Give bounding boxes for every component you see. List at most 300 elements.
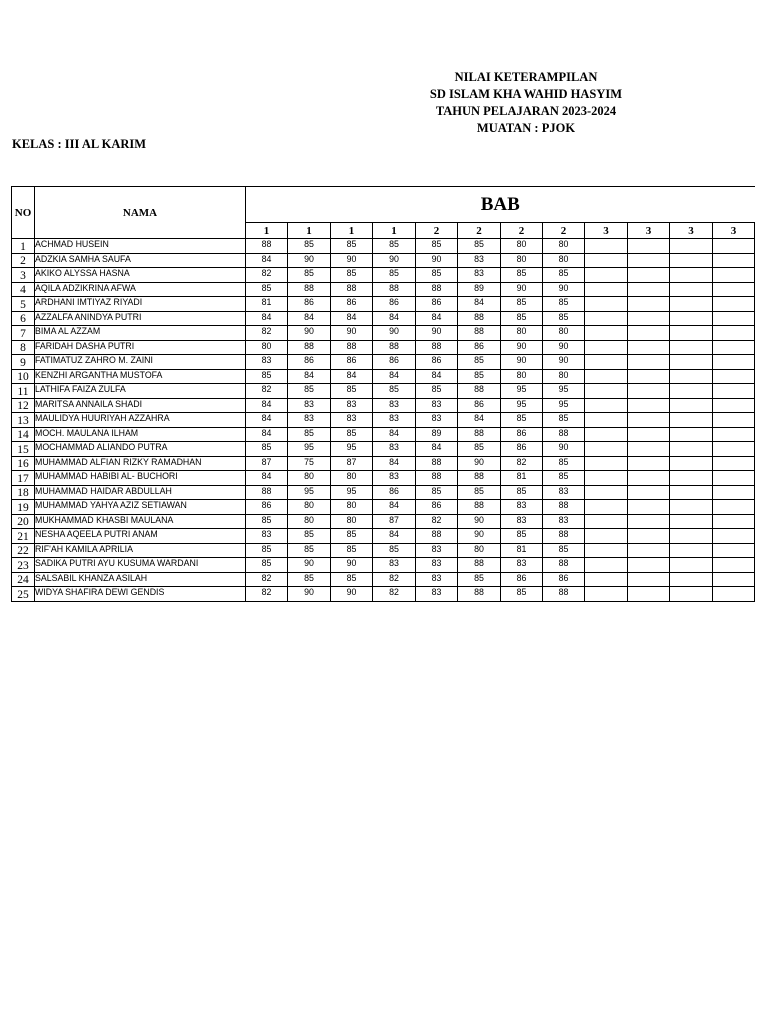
score-cell [628, 500, 670, 515]
score-cell: 83 [543, 514, 585, 529]
score-cell: 90 [501, 355, 543, 370]
score-cell: 86 [373, 485, 416, 500]
score-cell [628, 384, 670, 399]
score-cell: 86 [331, 355, 373, 370]
score-cell: 85 [373, 239, 416, 254]
score-cell: 88 [331, 282, 373, 297]
grades-table [11, 186, 755, 602]
score-cell [585, 355, 628, 370]
score-cell [713, 413, 755, 428]
score-cell [628, 297, 670, 312]
score-cell: 90 [331, 326, 373, 341]
student-name: MUHAMMAD ALFIAN RIZKY RAMADHAN [35, 456, 246, 471]
score-cell [628, 485, 670, 500]
score-cell [628, 587, 670, 602]
student-name: FARIDAH DASHA PUTRI [35, 340, 246, 355]
row-number: 15 [12, 442, 35, 457]
score-cell [713, 311, 755, 326]
score-cell: 84 [246, 413, 288, 428]
score-cell [670, 282, 713, 297]
row-number: 8 [12, 340, 35, 355]
score-cell: 80 [501, 239, 543, 254]
sub-header-cell: 1 [288, 223, 331, 239]
score-cell: 88 [416, 456, 458, 471]
score-cell [670, 572, 713, 587]
sub-header-cell: 3 [670, 223, 713, 239]
student-name: MUHAMMAD HABIBI AL- BUCHORI [35, 471, 246, 486]
score-cell: 84 [373, 311, 416, 326]
score-cell [713, 340, 755, 355]
score-cell [713, 471, 755, 486]
score-cell: 95 [543, 384, 585, 399]
score-cell: 86 [458, 398, 501, 413]
table-row [12, 456, 755, 471]
row-number: 21 [12, 529, 35, 544]
score-cell: 85 [331, 268, 373, 283]
score-cell: 84 [416, 442, 458, 457]
row-number: 17 [12, 471, 35, 486]
score-cell: 82 [416, 514, 458, 529]
score-cell: 80 [501, 369, 543, 384]
score-cell [670, 311, 713, 326]
row-number: 13 [12, 413, 35, 428]
score-cell: 85 [373, 384, 416, 399]
score-cell [670, 297, 713, 312]
score-cell [585, 485, 628, 500]
score-cell: 85 [458, 239, 501, 254]
score-cell: 85 [246, 369, 288, 384]
score-cell: 90 [543, 355, 585, 370]
student-name: ARDHANI IMTIYAZ RIYADI [35, 297, 246, 312]
score-cell [628, 572, 670, 587]
student-name: MUHAMMAD YAHYA AZIZ SETIAWAN [35, 500, 246, 515]
score-cell: 88 [543, 587, 585, 602]
row-number: 10 [12, 369, 35, 384]
score-cell: 90 [416, 253, 458, 268]
score-cell [628, 282, 670, 297]
score-cell: 86 [543, 572, 585, 587]
score-cell [585, 311, 628, 326]
score-cell [585, 427, 628, 442]
score-cell: 81 [501, 471, 543, 486]
score-cell: 85 [543, 413, 585, 428]
score-cell: 84 [373, 369, 416, 384]
score-cell: 85 [416, 384, 458, 399]
score-cell: 85 [543, 456, 585, 471]
score-cell: 84 [416, 369, 458, 384]
score-cell [585, 543, 628, 558]
score-cell: 83 [373, 471, 416, 486]
score-cell [585, 398, 628, 413]
score-cell: 89 [416, 427, 458, 442]
score-cell [585, 297, 628, 312]
score-cell: 85 [416, 485, 458, 500]
score-cell: 83 [501, 558, 543, 573]
score-cell [713, 326, 755, 341]
score-cell [670, 442, 713, 457]
score-cell: 88 [458, 471, 501, 486]
score-cell: 86 [288, 297, 331, 312]
score-cell: 80 [543, 253, 585, 268]
score-cell: 83 [458, 268, 501, 283]
score-cell: 84 [246, 471, 288, 486]
score-cell [713, 456, 755, 471]
score-cell: 85 [288, 384, 331, 399]
score-cell: 82 [246, 268, 288, 283]
score-cell: 84 [246, 398, 288, 413]
score-cell: 90 [543, 340, 585, 355]
row-number: 2 [12, 253, 35, 268]
score-cell: 85 [246, 514, 288, 529]
score-cell: 85 [288, 427, 331, 442]
sub-header-cell: 2 [501, 223, 543, 239]
student-name: ADZKIA SAMHA SAUFA [35, 253, 246, 268]
score-cell [585, 471, 628, 486]
class-label: KELAS : III AL KARIM [12, 137, 147, 151]
score-cell: 83 [373, 442, 416, 457]
table-row [12, 514, 755, 529]
score-cell: 85 [416, 239, 458, 254]
column-header-no: NO [12, 187, 35, 239]
score-cell: 85 [458, 355, 501, 370]
score-cell [628, 268, 670, 283]
score-cell [585, 413, 628, 428]
score-cell [670, 398, 713, 413]
score-cell [585, 239, 628, 254]
column-group-bab: BAB [246, 187, 755, 223]
score-cell: 81 [501, 543, 543, 558]
row-number: 20 [12, 514, 35, 529]
score-cell: 85 [246, 442, 288, 457]
academic-year: TAHUN PELAJARAN 2023-2024 [435, 104, 617, 118]
score-cell: 88 [246, 239, 288, 254]
table-row [12, 326, 755, 341]
score-cell: 85 [331, 384, 373, 399]
row-number: 18 [12, 485, 35, 500]
score-cell: 86 [501, 427, 543, 442]
score-cell: 86 [331, 297, 373, 312]
score-cell [713, 485, 755, 500]
score-cell: 83 [288, 398, 331, 413]
score-cell: 90 [288, 326, 331, 341]
score-cell: 95 [331, 442, 373, 457]
score-cell [585, 268, 628, 283]
score-cell [628, 239, 670, 254]
score-cell [628, 413, 670, 428]
score-cell: 90 [416, 326, 458, 341]
score-cell: 88 [458, 587, 501, 602]
student-name: MOCH. MAULANA ILHAM [35, 427, 246, 442]
student-name: AKIKO ALYSSA HASNA [35, 268, 246, 283]
score-cell: 83 [373, 413, 416, 428]
table-row [12, 471, 755, 486]
sub-header-cell: 2 [416, 223, 458, 239]
score-cell: 90 [331, 587, 373, 602]
score-cell: 88 [288, 340, 331, 355]
score-cell: 90 [288, 253, 331, 268]
table-row [12, 529, 755, 544]
score-cell [670, 558, 713, 573]
score-cell: 85 [501, 311, 543, 326]
score-cell [585, 572, 628, 587]
score-cell [670, 369, 713, 384]
row-number: 24 [12, 572, 35, 587]
score-cell: 86 [416, 500, 458, 515]
score-cell [670, 413, 713, 428]
score-cell: 85 [501, 485, 543, 500]
score-cell: 85 [416, 268, 458, 283]
score-cell: 90 [458, 529, 501, 544]
score-cell: 83 [416, 587, 458, 602]
table-row [12, 355, 755, 370]
score-cell: 85 [543, 543, 585, 558]
score-cell: 85 [331, 572, 373, 587]
school-name: SD ISLAM KHA WAHID HASYIM [429, 87, 623, 101]
table-row [12, 572, 755, 587]
score-cell: 85 [543, 311, 585, 326]
table-row [12, 442, 755, 457]
score-cell [670, 340, 713, 355]
score-cell: 88 [543, 529, 585, 544]
score-cell: 90 [373, 253, 416, 268]
score-cell: 86 [373, 355, 416, 370]
score-cell: 80 [501, 253, 543, 268]
table-row [12, 485, 755, 500]
score-cell: 90 [543, 442, 585, 457]
score-cell: 80 [331, 471, 373, 486]
score-cell: 86 [373, 297, 416, 312]
score-cell [628, 398, 670, 413]
score-cell: 86 [501, 572, 543, 587]
table-row [12, 340, 755, 355]
score-cell [670, 384, 713, 399]
score-cell: 85 [373, 543, 416, 558]
score-cell [713, 282, 755, 297]
score-cell: 80 [288, 471, 331, 486]
score-cell: 83 [373, 558, 416, 573]
sub-header-cell: 2 [543, 223, 585, 239]
row-number: 6 [12, 311, 35, 326]
score-cell: 85 [501, 529, 543, 544]
score-cell [585, 442, 628, 457]
score-cell [670, 543, 713, 558]
score-cell: 82 [373, 572, 416, 587]
report-title: NILAI KETERAMPILAN [454, 70, 598, 84]
score-cell: 90 [543, 282, 585, 297]
table-row [12, 398, 755, 413]
score-cell [670, 587, 713, 602]
sub-header-cell: 1 [331, 223, 373, 239]
student-name: WIDYA SHAFIRA DEWI GENDIS [35, 587, 246, 602]
score-cell: 88 [458, 427, 501, 442]
table-row [12, 311, 755, 326]
student-name: SADIKA PUTRI AYU KUSUMA WARDANI [35, 558, 246, 573]
score-cell: 85 [543, 297, 585, 312]
score-cell: 82 [246, 572, 288, 587]
score-cell: 86 [288, 355, 331, 370]
score-cell [713, 398, 755, 413]
score-cell [628, 427, 670, 442]
row-number: 19 [12, 500, 35, 515]
score-cell: 85 [458, 485, 501, 500]
score-cell [628, 253, 670, 268]
score-cell [585, 529, 628, 544]
table-row [12, 297, 755, 312]
score-cell: 83 [331, 398, 373, 413]
table-row [12, 427, 755, 442]
score-cell: 82 [501, 456, 543, 471]
score-cell: 80 [331, 514, 373, 529]
row-number: 11 [12, 384, 35, 399]
score-cell: 90 [373, 326, 416, 341]
score-cell: 80 [458, 543, 501, 558]
score-cell: 80 [501, 326, 543, 341]
row-number: 25 [12, 587, 35, 602]
score-cell [670, 529, 713, 544]
score-cell: 84 [246, 311, 288, 326]
score-cell: 89 [458, 282, 501, 297]
score-cell: 87 [331, 456, 373, 471]
score-cell [628, 340, 670, 355]
score-cell: 84 [331, 311, 373, 326]
score-cell [585, 326, 628, 341]
score-cell [628, 326, 670, 341]
score-cell [585, 558, 628, 573]
score-cell [713, 427, 755, 442]
report-title-block [296, 69, 756, 137]
score-cell: 88 [416, 340, 458, 355]
score-cell [670, 253, 713, 268]
score-cell: 88 [331, 340, 373, 355]
score-cell: 83 [246, 355, 288, 370]
student-name: AQILA ADZIKRINA AFWA [35, 282, 246, 297]
score-cell: 85 [501, 413, 543, 428]
score-cell: 84 [373, 427, 416, 442]
score-cell: 95 [288, 485, 331, 500]
score-cell [713, 500, 755, 515]
score-cell: 90 [501, 340, 543, 355]
student-name: RIF'AH KAMILA APRILIA [35, 543, 246, 558]
score-cell: 85 [331, 239, 373, 254]
score-cell [628, 558, 670, 573]
score-cell: 86 [416, 297, 458, 312]
table-row [12, 543, 755, 558]
subject-label: MUATAN : PJOK [476, 121, 576, 135]
score-cell: 88 [458, 558, 501, 573]
sub-header-cell: 3 [628, 223, 670, 239]
score-cell: 83 [416, 398, 458, 413]
score-cell [670, 239, 713, 254]
score-cell: 85 [288, 239, 331, 254]
student-name: BIMA AL AZZAM [35, 326, 246, 341]
student-name: AZZALFA ANINDYA PUTRI [35, 311, 246, 326]
student-name: KENZHI ARGANTHA MUSTOFA [35, 369, 246, 384]
score-cell: 90 [331, 253, 373, 268]
score-cell: 85 [288, 572, 331, 587]
score-cell: 84 [288, 369, 331, 384]
row-number: 3 [12, 268, 35, 283]
score-cell: 80 [331, 500, 373, 515]
score-cell: 85 [501, 297, 543, 312]
score-cell: 84 [458, 297, 501, 312]
score-cell: 85 [501, 268, 543, 283]
score-cell: 85 [331, 543, 373, 558]
score-cell: 90 [458, 514, 501, 529]
score-cell: 85 [246, 543, 288, 558]
student-name: LATHIFA FAIZA ZULFA [35, 384, 246, 399]
score-cell: 85 [288, 529, 331, 544]
score-cell [670, 514, 713, 529]
score-cell: 84 [373, 456, 416, 471]
score-cell [713, 239, 755, 254]
score-cell [628, 471, 670, 486]
score-cell [628, 543, 670, 558]
score-cell [585, 340, 628, 355]
score-cell [585, 587, 628, 602]
score-cell: 87 [246, 456, 288, 471]
score-cell: 83 [416, 543, 458, 558]
score-cell [670, 500, 713, 515]
score-cell: 95 [543, 398, 585, 413]
score-cell: 80 [543, 369, 585, 384]
score-cell [585, 456, 628, 471]
score-cell: 85 [288, 543, 331, 558]
score-cell: 85 [331, 427, 373, 442]
score-cell: 85 [458, 369, 501, 384]
score-cell: 88 [543, 427, 585, 442]
score-cell: 83 [331, 413, 373, 428]
row-number: 23 [12, 558, 35, 573]
score-cell: 83 [373, 398, 416, 413]
sub-header-cell: 3 [713, 223, 755, 239]
table-row [12, 558, 755, 573]
score-cell: 81 [246, 297, 288, 312]
score-cell: 90 [288, 587, 331, 602]
student-name: MAULIDYA HUURIYAH AZZAHRA [35, 413, 246, 428]
table-row [12, 500, 755, 515]
score-cell: 82 [246, 384, 288, 399]
score-cell: 88 [458, 384, 501, 399]
student-name: MOCHAMMAD ALIANDO PUTRA [35, 442, 246, 457]
score-cell: 83 [416, 558, 458, 573]
score-cell [713, 355, 755, 370]
score-cell: 88 [543, 558, 585, 573]
score-cell: 90 [458, 456, 501, 471]
student-name: SALSABIL KHANZA ASILAH [35, 572, 246, 587]
score-cell [713, 587, 755, 602]
table-row [12, 268, 755, 283]
score-cell: 80 [543, 239, 585, 254]
score-cell [713, 297, 755, 312]
score-cell: 84 [458, 413, 501, 428]
score-cell: 88 [246, 485, 288, 500]
table-row [12, 384, 755, 399]
score-cell [585, 514, 628, 529]
row-number: 9 [12, 355, 35, 370]
table-row [12, 253, 755, 268]
score-cell: 86 [416, 355, 458, 370]
score-cell: 82 [373, 587, 416, 602]
score-cell: 75 [288, 456, 331, 471]
row-number: 1 [12, 239, 35, 254]
score-cell: 88 [458, 311, 501, 326]
student-name: MUHAMMAD HAIDAR ABDULLAH [35, 485, 246, 500]
score-cell: 90 [501, 282, 543, 297]
row-number: 4 [12, 282, 35, 297]
score-cell [670, 485, 713, 500]
score-cell: 95 [288, 442, 331, 457]
table-body [12, 239, 755, 602]
